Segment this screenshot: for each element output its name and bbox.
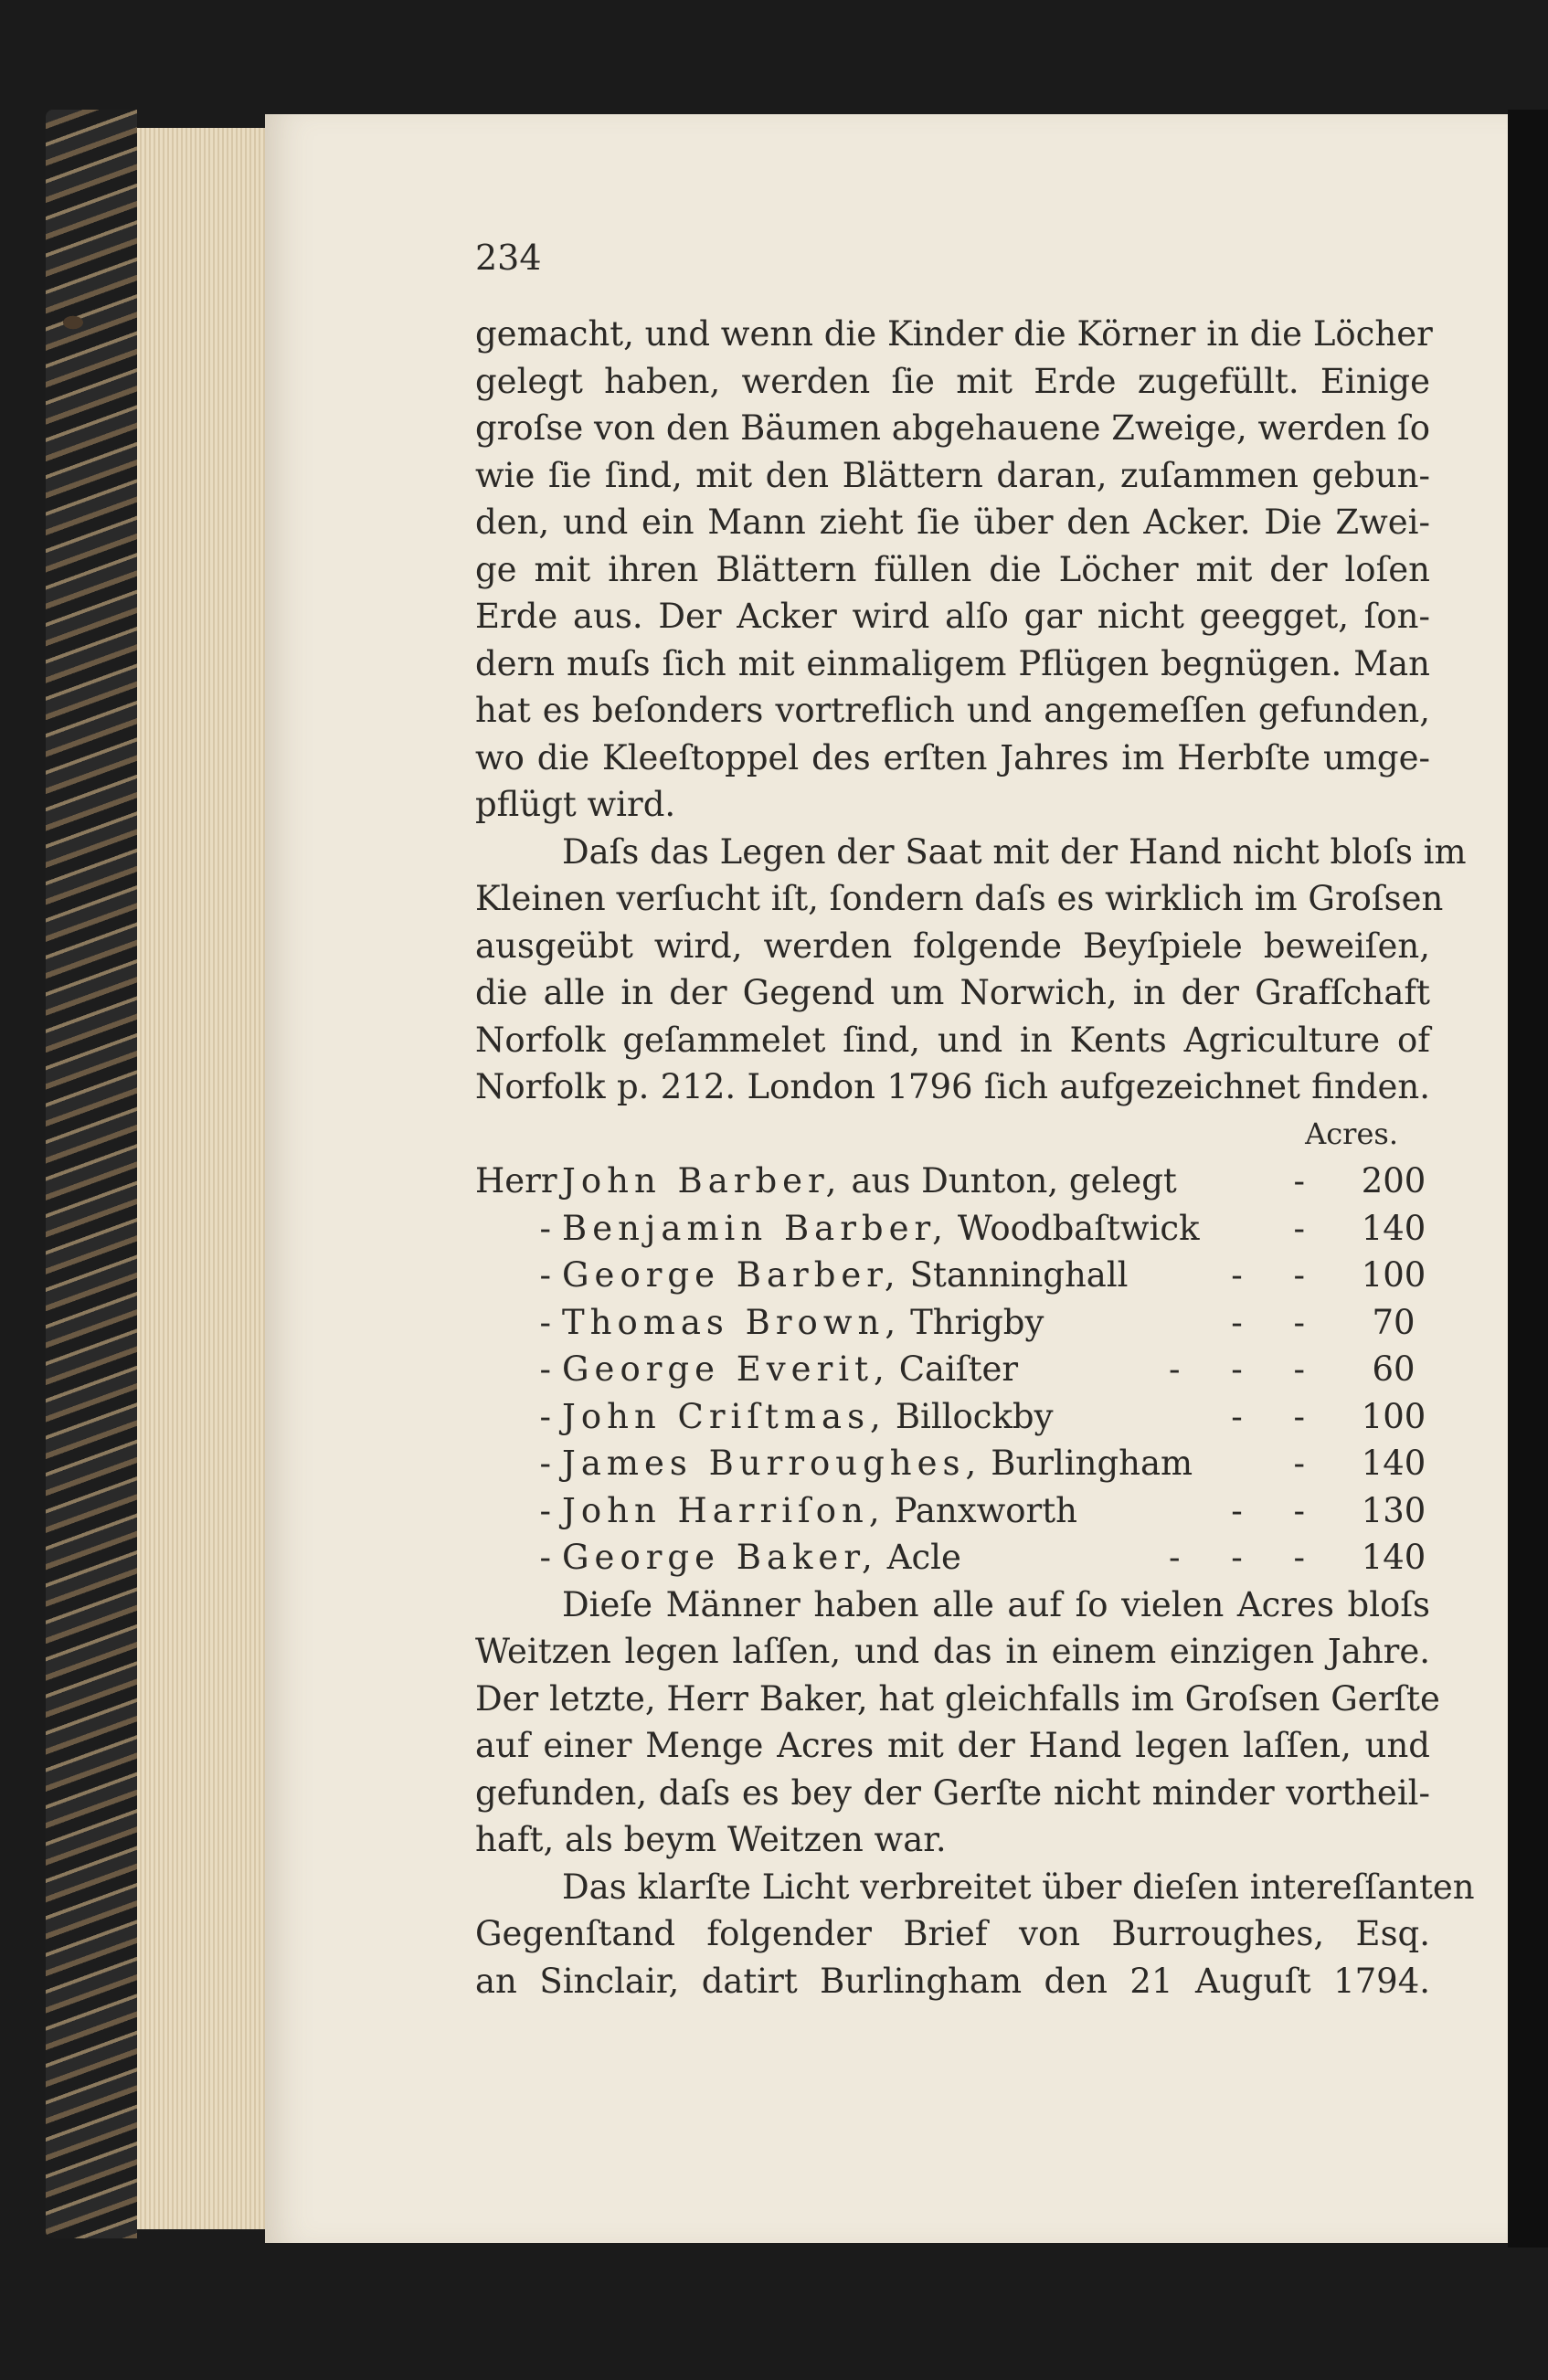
row-prefix: Herr [475, 1161, 557, 1201]
acres-value: 140 [1361, 1538, 1426, 1577]
row-prefix: - [539, 1208, 551, 1248]
row-prefix: - [539, 1349, 551, 1389]
text-line: Der letzte, Herr Baker, hat gleichfalls im Groſsen Gerſte [475, 1678, 1440, 1719]
place-name: Stanninghall [909, 1255, 1129, 1295]
acres-value: 200 [1361, 1161, 1426, 1201]
text-line: gefunden, daſs es bey der Gerſte nicht minder vortheil- [475, 1772, 1430, 1813]
place-name: Burlingham [991, 1444, 1193, 1483]
place-name: Woodbaſtwick [957, 1208, 1200, 1248]
acres-value: 70 [1372, 1302, 1415, 1342]
place-name: Billockby [895, 1396, 1054, 1436]
place-name: aus Dunton, gelegt [851, 1161, 1177, 1201]
acres-column-header: Acres. [1305, 1116, 1398, 1151]
acres-table [475, 1111, 1430, 1581]
text-line: groſse von den Bäumen abgehauene Zweige, werden ſo [475, 408, 1430, 448]
text-line: haft, als beym Weitzen war. [475, 1820, 947, 1859]
leader-dashes: - - - [1168, 1538, 1325, 1577]
text-line: Norfolk p. 212. London 1796 ſich aufgezeichnet finden. [475, 1067, 1430, 1106]
text-line: Das klarſte Licht verbreitet über dieſen intereſſanten [562, 1867, 1475, 1907]
paragraph-1 [475, 311, 1433, 829]
acres-value: 60 [1372, 1349, 1415, 1389]
row-prefix: - [539, 1444, 551, 1483]
text-line: Kleinen verſucht iſt, ſondern daſs es wirklich im Groſsen [475, 879, 1444, 918]
place-name: Thrigby [910, 1302, 1044, 1342]
right-page-edge [1508, 110, 1548, 2248]
table-row [475, 1346, 1430, 1393]
text-line: hat es beſonders vortreflich und angemeſſen gefunden, [475, 691, 1430, 730]
place-name: Acle [886, 1538, 961, 1577]
text-line: Gegenſtand folgender Brief von Burroughes, Esq. [475, 1914, 1430, 1953]
text-line: Dieſe Männer haben alle auf ſo vielen Acres bloſs [562, 1584, 1430, 1624]
person-name: James Burroughes, [562, 1444, 982, 1483]
leader-dashes: - - - [1168, 1349, 1325, 1389]
row-prefix: - [539, 1302, 551, 1342]
text-line: ausgeübt wird, werden folgende Beyſpiele beweiſen, [475, 926, 1430, 966]
row-prefix: - [539, 1490, 551, 1530]
text-line: pflügt wird. [475, 785, 676, 824]
person-name: George Baker, [562, 1538, 878, 1577]
person-name: Thomas Brown, [562, 1302, 902, 1342]
text-line: auf einer Menge Acres mit der Hand legen laſſen, und [475, 1726, 1430, 1765]
table-row [475, 1205, 1430, 1253]
page-body [475, 311, 1475, 2004]
person-name: John Barber, [562, 1161, 843, 1201]
paragraph-3 [475, 1581, 1440, 1864]
text-line: Norfolk geſammelet ſind, und in Kents Agriculture of [475, 1020, 1430, 1060]
leader-dashes: - [1293, 1208, 1325, 1248]
leader-dashes: - - [1231, 1302, 1325, 1342]
table-row [475, 1487, 1430, 1535]
table-row [475, 1440, 1430, 1487]
text-line: den, und ein Mann zieht ſie über den Acker. Die Zwei- [475, 502, 1430, 542]
table-row [475, 1534, 1430, 1581]
person-name: John Harriſon, [562, 1490, 885, 1530]
leader-dashes: - [1293, 1161, 1325, 1201]
text-line: Erde aus. Der Acker wird alſo gar nicht geegget, ſon- [475, 597, 1430, 636]
leader-dashes: - - [1231, 1255, 1325, 1295]
table-row [475, 1393, 1430, 1441]
text-line: gemacht, und wenn die Kinder die Körner in die Löcher [475, 314, 1433, 354]
row-prefix: - [539, 1255, 551, 1295]
paragraph-2 [475, 829, 1467, 1111]
person-name: George Barber, [562, 1255, 901, 1295]
text-line: Daſs das Legen der Saat mit der Hand nicht bloſs im [562, 831, 1467, 872]
person-name: John Criſtmas, [562, 1396, 886, 1436]
acres-value: 100 [1361, 1396, 1426, 1436]
table-rows [475, 1158, 1430, 1581]
table-row [475, 1158, 1430, 1205]
leader-dashes: - [1293, 1444, 1325, 1483]
row-prefix: - [539, 1538, 551, 1577]
acres-value: 140 [1361, 1208, 1426, 1248]
text-line: gelegt haben, werden ſie mit Erde zugefüllt. Einige [475, 361, 1430, 401]
text-line: dern muſs ſich mit einmaligem Pflügen begnügen. Man [475, 643, 1430, 683]
paragraph-4 [475, 1864, 1475, 2005]
acres-value: 130 [1361, 1490, 1426, 1530]
place-name: Caiſter [898, 1349, 1019, 1389]
table-row [475, 1252, 1430, 1299]
acres-value: 140 [1361, 1444, 1426, 1483]
acres-value: 100 [1361, 1255, 1426, 1295]
leader-dashes: - - [1231, 1396, 1325, 1436]
person-name: George Everit, [562, 1349, 890, 1389]
text-line: wie ſie ſind, mit den Blättern daran, zuſammen gebun- [475, 455, 1430, 495]
page-number: 234 [475, 238, 542, 278]
book-binding [46, 110, 137, 2238]
text-line: ge mit ihren Blättern füllen die Löcher mit der loſen [475, 549, 1430, 589]
page-stack-edge [137, 128, 274, 2229]
text-line: Weitzen legen laſſen, und das in einem einzigen Jahre. [475, 1632, 1430, 1671]
place-name: Panxworth [894, 1490, 1077, 1530]
text-line: wo die Kleeſtoppel des erſten Jahres im Herbſte umge- [475, 737, 1430, 777]
leader-dashes: - - [1231, 1490, 1325, 1530]
table-row [475, 1299, 1430, 1347]
text-line: die alle in der Gegend um Norwich, in der Grafſchaft [475, 973, 1430, 1012]
text-line: an Sinclair, datirt Burlingham den 21 Auguſt 1794. [475, 1961, 1430, 2001]
person-name: Benjamin Barber, [562, 1208, 949, 1248]
row-prefix: - [539, 1396, 551, 1436]
